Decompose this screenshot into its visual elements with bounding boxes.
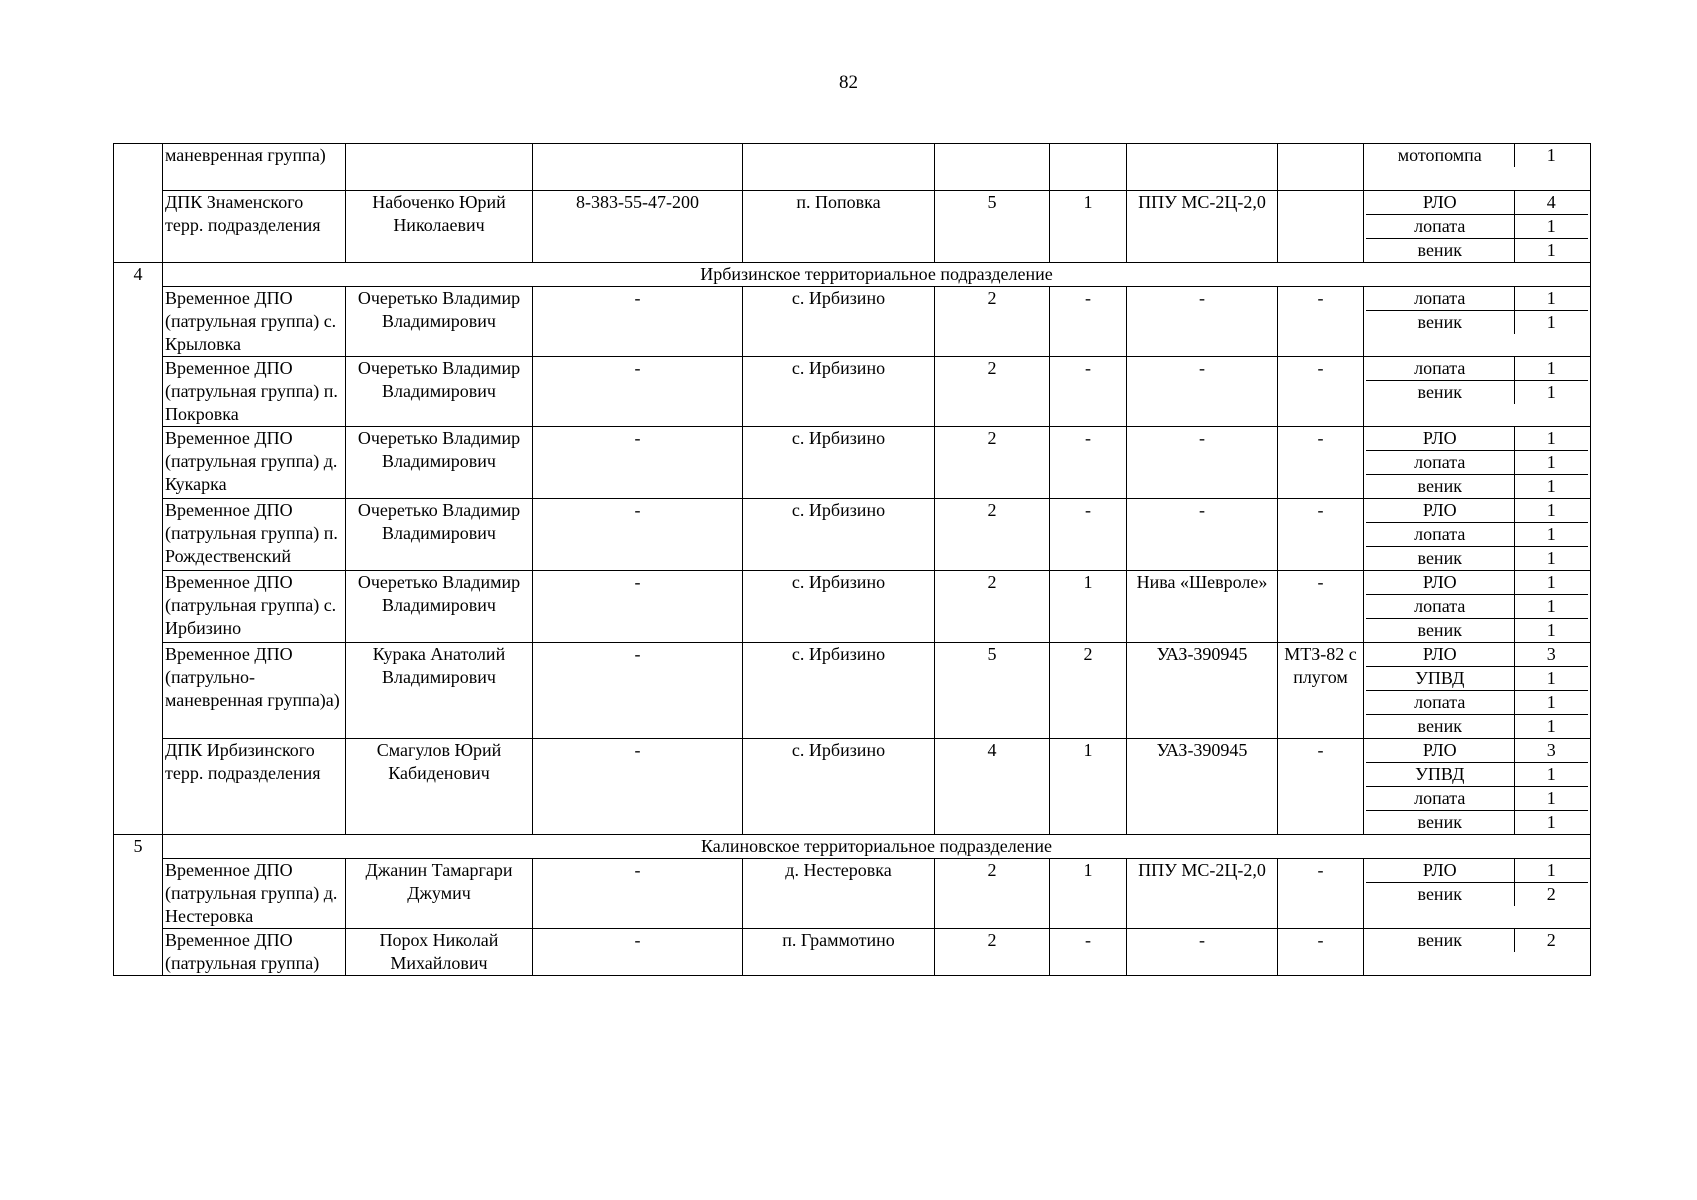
equipment-qty: 4 [1514, 191, 1588, 215]
unit-cell: Временное ДПО (патрульная группа) с. Ирбизино [163, 571, 346, 643]
location-cell: с. Ирбизино [743, 571, 935, 643]
equipment-qty: 1 [1514, 357, 1588, 381]
unit-cell: ДПК Ирбизинского терр. подразделения [163, 739, 346, 835]
unit-cell: Временное ДПО (патрульная группа) с. Крыловка [163, 287, 346, 357]
table-row [114, 191, 1591, 263]
equipment-name: РЛО [1422, 860, 1457, 880]
equipment-name: РЛО [1422, 428, 1457, 448]
people-cell: 2 [935, 357, 1050, 427]
equipment-name: РЛО [1422, 500, 1457, 520]
location-cell: с. Ирбизино [743, 357, 935, 427]
equipment-cell [1364, 427, 1591, 499]
vehicle-type-cell: - [1127, 427, 1278, 499]
location-cell: п. Граммотино [743, 929, 935, 976]
location-cell: с. Ирбизино [743, 643, 935, 739]
location-cell: с. Ирбизино [743, 287, 935, 357]
head-cell: Очеретько Владимир Владимирович [346, 357, 533, 427]
location-cell: д. Нестеровка [743, 859, 935, 929]
vehicle-type-cell: УАЗ-390945 [1127, 739, 1278, 835]
section-number: 4 [114, 263, 163, 835]
equipment-name: РЛО [1422, 740, 1457, 760]
row-number-cell [114, 144, 163, 263]
vehicles-cell: 1 [1050, 191, 1127, 263]
equipment-name: веник [1366, 311, 1514, 335]
unit-cell: маневренная группа) [163, 144, 346, 191]
vehicle-type-cell: - [1127, 287, 1278, 357]
phone-cell: - [533, 739, 743, 835]
location-cell: п. Поповка [743, 191, 935, 263]
equipment-name: веник [1366, 619, 1514, 643]
section-header-row [114, 263, 1591, 287]
equipment-cell [1364, 499, 1591, 571]
vehicles-cell: 2 [1050, 643, 1127, 739]
vehicle-type-cell: УАЗ-390945 [1127, 643, 1278, 739]
equipment-cell [1364, 739, 1591, 835]
equipment-name: веник [1366, 475, 1514, 499]
equipment-name: лопата [1366, 595, 1514, 619]
vehicle-type-cell: ППУ МС-2Ц-2,0 [1127, 191, 1278, 263]
phone-cell: - [533, 859, 743, 929]
people-cell: 5 [935, 643, 1050, 739]
tractor-cell: - [1278, 287, 1364, 357]
equipment-cell [1364, 144, 1591, 191]
people-cell: 2 [935, 859, 1050, 929]
equipment-cell [1364, 287, 1591, 357]
equipment-qty: 1 [1514, 427, 1588, 451]
head-cell: Джанин Тамаргари Джумич [346, 859, 533, 929]
location-cell: с. Ирбизино [743, 739, 935, 835]
table-row [114, 859, 1591, 929]
equipment-qty: 1 [1514, 571, 1588, 595]
table-row [114, 571, 1591, 643]
equipment-qty: 1 [1514, 547, 1588, 571]
equipment-name: веник [1417, 930, 1462, 950]
equipment-qty: 1 [1514, 499, 1588, 523]
equipment-name: веник [1366, 547, 1514, 571]
equipment-qty: 1 [1514, 763, 1588, 787]
vehicles-cell: 1 [1050, 739, 1127, 835]
phone-cell: 8-383-55-47-200 [533, 191, 743, 263]
location-cell: с. Ирбизино [743, 427, 935, 499]
equipment-qty: 1 [1514, 144, 1588, 167]
vehicles-cell: - [1050, 287, 1127, 357]
people-cell: 5 [935, 191, 1050, 263]
equipment-name: УПВД [1366, 667, 1514, 691]
unit-cell: ДПК Знаменского терр. подразделения [163, 191, 346, 263]
vehicle-type-cell: - [1127, 499, 1278, 571]
equipment-name: лопата [1366, 451, 1514, 475]
equipment-qty: 1 [1514, 475, 1588, 499]
phone-cell: - [533, 287, 743, 357]
table-row [114, 643, 1591, 739]
table-row [114, 144, 1591, 191]
equipment-name: лопата [1366, 787, 1514, 811]
table-row [114, 357, 1591, 427]
page-number: 82 [839, 72, 858, 93]
unit-cell: Временное ДПО (патрульно-маневренная группа)а) [163, 643, 346, 739]
table-row [114, 427, 1591, 499]
equipment-name: веник [1366, 239, 1514, 263]
equipment-name: лопата [1366, 691, 1514, 715]
people-cell: 2 [935, 571, 1050, 643]
vehicle-type-cell: Нива «Шевроле» [1127, 571, 1278, 643]
tractor-cell: - [1278, 739, 1364, 835]
table-row [114, 929, 1591, 976]
equipment-qty: 1 [1514, 859, 1588, 883]
equipment-name: веник [1366, 811, 1514, 835]
unit-cell: Временное ДПО (патрульная группа) п. Покровка [163, 357, 346, 427]
vehicles-cell: - [1050, 427, 1127, 499]
vehicles-cell: - [1050, 929, 1127, 976]
equipment-cell [1364, 859, 1591, 929]
unit-cell: Временное ДПО (патрульная группа) д. Нестеровка [163, 859, 346, 929]
tractor-cell: - [1278, 859, 1364, 929]
vehicle-type-cell: ППУ МС-2Ц-2,0 [1127, 859, 1278, 929]
vehicle-type-cell: - [1127, 929, 1278, 976]
section-header-row [114, 835, 1591, 859]
head-cell: Набоченко Юрий Николаевич [346, 191, 533, 263]
phone-cell: - [533, 643, 743, 739]
phone-cell: - [533, 427, 743, 499]
head-cell: Смагулов Юрий Кабиденович [346, 739, 533, 835]
equipment-qty: 1 [1514, 381, 1588, 405]
equipment-qty: 1 [1514, 787, 1588, 811]
equipment-name: лопата [1366, 523, 1514, 547]
equipment-name: лопата [1366, 215, 1514, 239]
tractor-cell: - [1278, 929, 1364, 976]
equipment-qty: 1 [1514, 667, 1588, 691]
tractor-cell: - [1278, 499, 1364, 571]
equipment-qty: 2 [1514, 929, 1588, 952]
equipment-name: веник [1366, 715, 1514, 739]
section-number: 5 [114, 835, 163, 976]
location-cell: с. Ирбизино [743, 499, 935, 571]
people-cell: 2 [935, 427, 1050, 499]
resources-table [113, 143, 1591, 976]
equipment-qty: 1 [1514, 287, 1588, 311]
equipment-qty: 1 [1514, 619, 1588, 643]
head-cell: Очеретько Владимир Владимирович [346, 427, 533, 499]
equipment-cell [1364, 357, 1591, 427]
tractor-cell [1278, 191, 1364, 263]
equipment-qty: 1 [1514, 715, 1588, 739]
vehicles-cell: - [1050, 357, 1127, 427]
table-row [114, 499, 1591, 571]
head-cell: Очеретько Владимир Владимирович [346, 571, 533, 643]
equipment-qty: 3 [1514, 643, 1588, 667]
vehicle-type-cell: - [1127, 357, 1278, 427]
vehicles-cell: 1 [1050, 571, 1127, 643]
people-cell: 2 [935, 499, 1050, 571]
equipment-qty: 1 [1514, 811, 1588, 835]
tractor-cell: - [1278, 571, 1364, 643]
equipment-name: УПВД [1366, 763, 1514, 787]
tractor-cell: - [1278, 427, 1364, 499]
equipment-name: веник [1366, 381, 1514, 405]
table-row [114, 739, 1591, 835]
unit-cell: Временное ДПО (патрульная группа) п. Рождественский [163, 499, 346, 571]
head-cell: Очеретько Владимир Владимирович [346, 499, 533, 571]
equipment-name: РЛО [1422, 644, 1457, 664]
equipment-cell [1364, 929, 1591, 976]
people-cell: 4 [935, 739, 1050, 835]
tractor-cell: МТЗ-82 с плугом [1278, 643, 1364, 739]
unit-cell: Временное ДПО (патрульная группа) [163, 929, 346, 976]
section-title: Калиновское территориальное подразделение [163, 835, 1591, 859]
equipment-name: РЛО [1422, 192, 1457, 212]
equipment-qty: 1 [1514, 691, 1588, 715]
head-cell: Курака Анатолий Владимирович [346, 643, 533, 739]
phone-cell: - [533, 357, 743, 427]
equipment-cell [1364, 191, 1591, 263]
vehicles-cell: 1 [1050, 859, 1127, 929]
equipment-name: лопата [1414, 288, 1466, 308]
equipment-cell [1364, 643, 1591, 739]
equipment-name: лопата [1414, 358, 1466, 378]
equipment-qty: 3 [1514, 739, 1588, 763]
equipment-name: РЛО [1422, 572, 1457, 592]
unit-cell: Временное ДПО (патрульная группа) д. Кукарка [163, 427, 346, 499]
equipment-qty: 2 [1514, 883, 1588, 907]
equipment-qty: 1 [1514, 523, 1588, 547]
people-cell: 2 [935, 287, 1050, 357]
phone-cell: - [533, 929, 743, 976]
people-cell: 2 [935, 929, 1050, 976]
equipment-name: мотопомпа [1397, 145, 1482, 165]
vehicles-cell: - [1050, 499, 1127, 571]
equipment-qty: 1 [1514, 239, 1588, 263]
phone-cell: - [533, 571, 743, 643]
head-cell: Порох Николай Михайлович [346, 929, 533, 976]
table-row [114, 287, 1591, 357]
tractor-cell: - [1278, 357, 1364, 427]
section-title: Ирбизинское территориальное подразделение [163, 263, 1591, 287]
phone-cell: - [533, 499, 743, 571]
equipment-name: веник [1366, 883, 1514, 907]
equipment-qty: 1 [1514, 215, 1588, 239]
equipment-qty: 1 [1514, 451, 1588, 475]
head-cell: Очеретько Владимир Владимирович [346, 287, 533, 357]
equipment-qty: 1 [1514, 311, 1588, 335]
equipment-qty: 1 [1514, 595, 1588, 619]
equipment-cell [1364, 571, 1591, 643]
